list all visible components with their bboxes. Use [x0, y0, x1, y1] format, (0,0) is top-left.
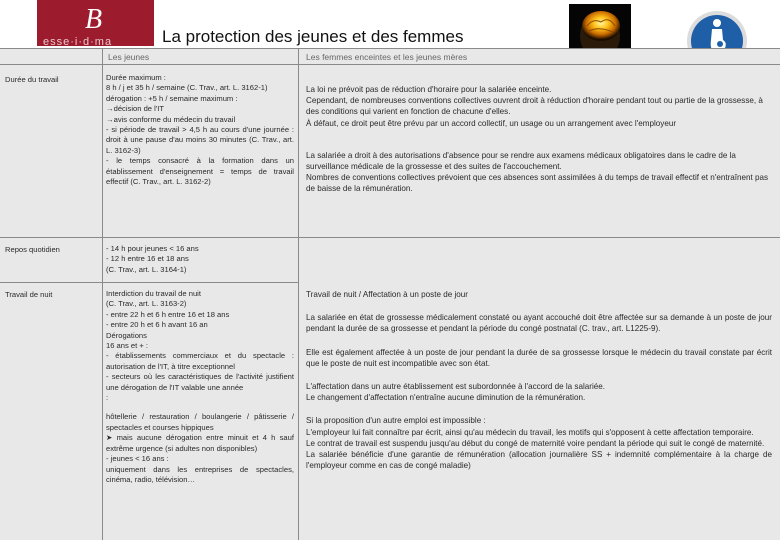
- text-line: - établissements commerciaux et du spectacle : autorisation de l'IT, à titre exceptionnel: [106, 351, 294, 371]
- row-label-repos: Repos quotidien: [5, 245, 60, 254]
- text-line: - entre 22 h et 6 h entre 16 et 18 ans: [106, 309, 230, 319]
- text-line: L'employeur lui fait connaître par écrit, ainsi qu'au médecin du travail, les motifs qui s'opposent à cette affectation temporaire.: [306, 427, 754, 437]
- header-jeunes: Les jeunes: [108, 52, 150, 62]
- text-line: →avis conforme du médecin du travail: [106, 114, 236, 124]
- text-line: - si période de travail > 4,5 h au cours d'une journée : droit à une pause d'au moins 30 minutes (C. Trav., art. L. 3162-3): [106, 125, 294, 155]
- text-line: Travail de nuit / Affectation à un poste de jour: [306, 290, 468, 299]
- text-line: - le temps consacré à la formation dans un établissement d'enseignement = temps de travail effectif (C. Trav., art. L. 3162-2): [106, 156, 294, 187]
- text-line: - 12 h entre 16 et 18 ans: [106, 254, 189, 264]
- text-line: 8 h / j et 35 h / semaine (C. Trav., art. L. 3162-1): [106, 83, 268, 93]
- table-top-border: [0, 48, 780, 49]
- header-femmes: Les femmes enceintes et les jeunes mères: [306, 52, 468, 62]
- text-line: (C. Trav., art. L. 3163-2): [106, 299, 187, 309]
- text-line: À défaut, ce droit peut être prévu par un accord collectif, un usage ou un arrangement avec l'employeur: [306, 118, 677, 128]
- logo-glyph: B: [85, 4, 103, 35]
- text-line: Dérogations: [106, 330, 147, 340]
- cell-duree-femmes: [306, 84, 772, 195]
- text-line: Interdiction du travail de nuit: [106, 289, 201, 298]
- text-line: Nombres de conventions collectives prévoient que ces absences sont assimilées à du temps de travail effectif et n'entraînent pas de baisse de la rémunération.: [306, 173, 769, 194]
- text-line: Durée maximum :: [106, 73, 166, 82]
- text-line: La loi ne prévoit pas de réduction d'horaire pour la salariée enceinte.: [306, 85, 552, 94]
- text-line: dérogation : +5 h / semaine maximum :: [106, 93, 238, 103]
- row-label-nuit: Travail de nuit: [5, 290, 53, 299]
- text-line: (C. Trav., art. L. 3164-1): [106, 264, 187, 274]
- text-line: :: [106, 393, 109, 403]
- cell-duree-jeunes: [106, 73, 294, 187]
- text-line: - jeunes < 16 ans :: [106, 454, 169, 464]
- text-line: L'affectation dans un autre établissement est subordonnée à l'accord de la salariée.: [306, 382, 606, 392]
- text-line: Le changement d'affectation n'entraîne aucune diminution de la rémunération.: [306, 393, 586, 403]
- logo-wordmark: esse·i·d·ma: [43, 36, 113, 46]
- page-title: La protection des jeunes et des femmes: [162, 27, 464, 46]
- text-line: hôtellerie / restauration / boulangerie / pâtisserie / spectacles et courses hippiques: [106, 412, 294, 432]
- text-line: - 14 h pour jeunes < 16 ans: [106, 244, 199, 253]
- text-line: Le contrat de travail est suspendu jusqu'au début du congé de maternité voire pendant la période qui suit le congé de maternité.: [306, 438, 765, 448]
- cell-nuit-jeunes: [106, 289, 294, 485]
- grid-line: [298, 48, 299, 540]
- row-label-duree: Durée du travail: [5, 75, 59, 84]
- text-line: Si la proposition d'un autre emploi est impossible :: [306, 416, 486, 426]
- text-line: uniquement dans les entreprises de spectacles, cinéma, radio, télévision…: [106, 464, 294, 484]
- grid-line: [0, 282, 298, 283]
- text-line: La salariée bénéficie d'une garantie de rémunération (allocation journalière SS + indemnité complémentaire à la charge de l'employeur comme en cas de congé maladie): [306, 450, 772, 471]
- grid-line: [102, 48, 103, 540]
- grid-line: [0, 237, 780, 238]
- text-line: Elle est également affectée à un poste de jour pendant la durée de sa grossesse lorsque le médecin du travail constate par écrit que le poste de nuit est incompatible avec son état.: [306, 347, 772, 368]
- text-line: - secteurs où les caractéristiques de l'activité justifient une dérogation de l'IT valable une année: [106, 372, 294, 392]
- text-line: La salariée en état de grossesse médicalement constaté ou ayant accouché doit être affectée sur sa demande à un poste de jour pendant la durée de sa grossesse et pendant la période du congé postnatal (C. trav., art. L1225-9).: [306, 313, 772, 334]
- text-line: →décision de l'IT: [106, 104, 165, 114]
- company-logo: [37, 0, 154, 46]
- grid-line: [0, 64, 780, 65]
- cell-repos-jeunes: [106, 244, 294, 275]
- text-line: La salariée a droit à des autorisations d'absence pour se rendre aux examens médicaux obligatoires dans le cadre de la surveillance médicale de la grossesse et des suites de l'accouchement.: [306, 150, 736, 172]
- text-line: Cependant, de nombreuses conventions collectives ouvrent droit à réduction d'horaire pendant tout ou partie de la grossesse, à des conditions qui varient en fonction de chacune d'elles.: [306, 96, 763, 117]
- text-line: ➤ mais aucune dérogation entre minuit et 4 h sauf extrême urgence (si adultes non disponibles): [106, 433, 294, 453]
- text-line: - entre 20 h et 6 h avant 16 an: [106, 320, 208, 330]
- cell-nuit-femmes: [306, 289, 772, 471]
- text-line: 16 ans et + :: [106, 341, 149, 351]
